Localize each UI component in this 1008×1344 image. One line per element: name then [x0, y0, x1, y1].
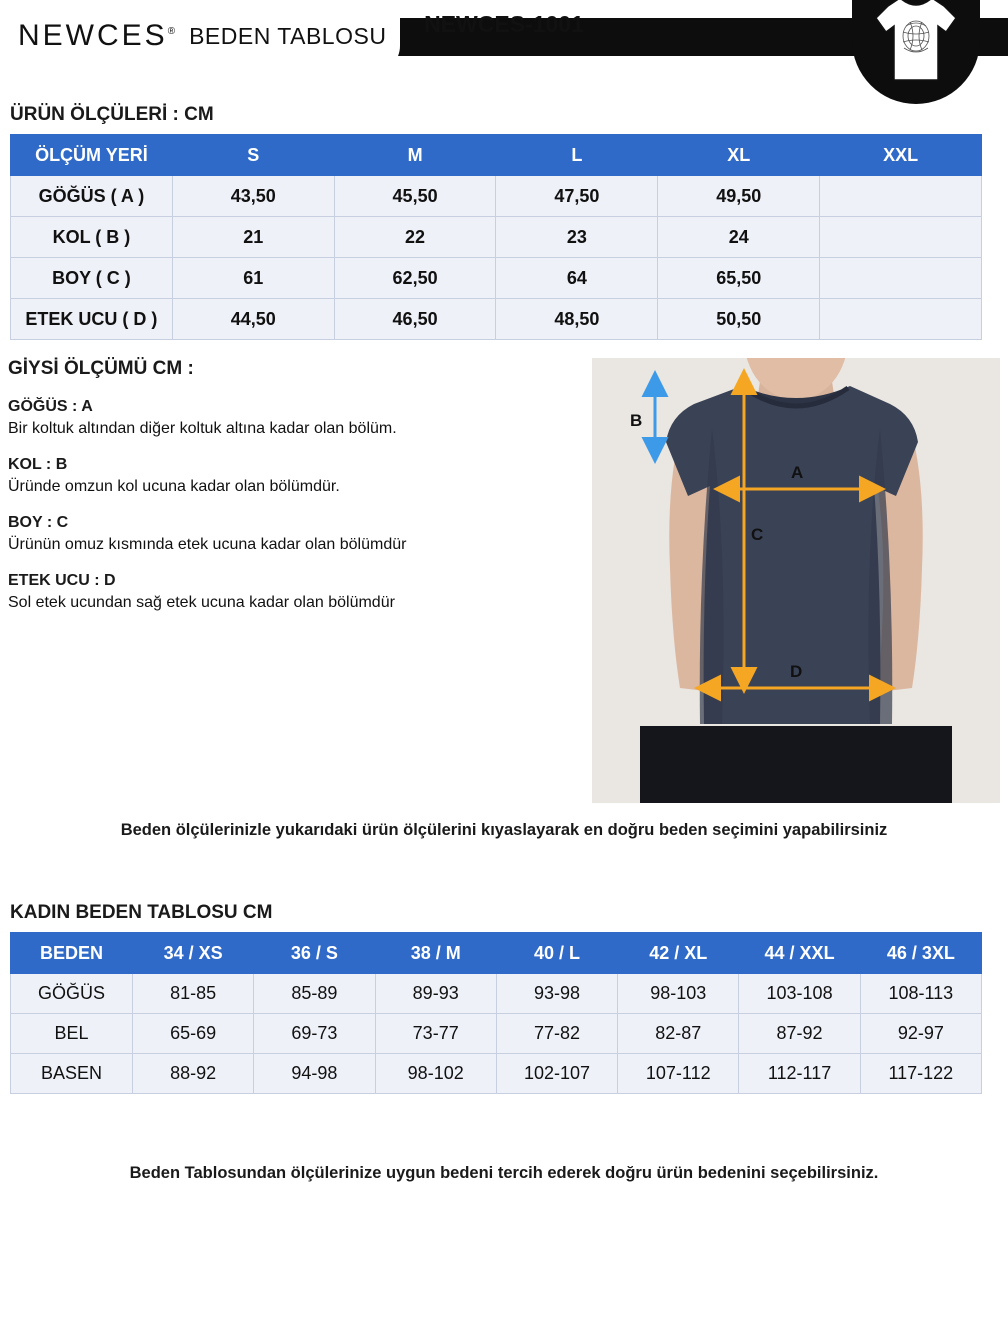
women-size-table — [10, 932, 982, 1094]
cell-etek-m: 46,50 — [334, 299, 496, 340]
brand-logo-text: NEWCES® — [18, 19, 176, 52]
table-row — [11, 1014, 982, 1054]
cell-bel-42: 82-87 — [618, 1014, 739, 1054]
cell-basen-44: 112-117 — [739, 1054, 860, 1094]
cell-gogus-36: 85-89 — [254, 974, 375, 1014]
cell-gogus-42: 98-103 — [618, 974, 739, 1014]
col-header-measure-point: ÖLÇÜM YERİ — [11, 135, 173, 176]
guide-term-etek-ucu: ETEK UCU : D — [8, 572, 116, 589]
cell-gogus-xl: 49,50 — [658, 176, 820, 217]
row-label-bel: BEL — [11, 1014, 133, 1054]
cell-gogus-46: 108-113 — [860, 974, 981, 1014]
measurement-guide-text — [8, 358, 588, 630]
cell-boy-m: 62,50 — [334, 258, 496, 299]
col-header-beden: BEDEN — [11, 933, 133, 974]
cell-kol-xxl — [820, 217, 982, 258]
model-photo-illustration — [592, 358, 1000, 803]
col-header-40-l: 40 / L — [496, 933, 617, 974]
cell-etek-l: 48,50 — [496, 299, 658, 340]
registered-mark: ® — [167, 26, 176, 37]
col-header-38-m: 38 / M — [375, 933, 496, 974]
cell-basen-38: 98-102 — [375, 1054, 496, 1094]
guide-desc-etek-ucu: Sol etek ucundan sağ etek ucuna kadar olan bölümdür — [8, 594, 395, 611]
cell-kol-l: 23 — [496, 217, 658, 258]
guide-term-gogus: GÖĞÜS : A — [8, 398, 93, 415]
col-header-s: S — [172, 135, 334, 176]
photo-label-c: C — [751, 525, 764, 544]
tshirt-icon — [870, 0, 962, 88]
cell-kol-xl: 24 — [658, 217, 820, 258]
cell-gogus-34: 81-85 — [133, 974, 254, 1014]
product-code: NEWCES-1001 — [424, 11, 584, 37]
row-label-gogus: GÖĞÜS — [11, 974, 133, 1014]
cell-bel-38: 73-77 — [375, 1014, 496, 1054]
cell-gogus-38: 89-93 — [375, 974, 496, 1014]
table-row — [11, 258, 982, 299]
cell-etek-xxl — [820, 299, 982, 340]
photo-label-d: D — [790, 662, 803, 681]
guide-term-boy: BOY : C — [8, 514, 69, 531]
cell-basen-34: 88-92 — [133, 1054, 254, 1094]
page-header — [0, 0, 1008, 92]
cell-kol-m: 22 — [334, 217, 496, 258]
measurement-guide-title: GİYSİ ÖLÇÜMÜ CM : — [8, 358, 194, 379]
cell-basen-42: 107-112 — [618, 1054, 739, 1094]
measurement-guide-section — [0, 358, 1008, 813]
cell-boy-xl: 65,50 — [658, 258, 820, 299]
cell-basen-36: 94-98 — [254, 1054, 375, 1094]
col-header-xxl: XXL — [820, 135, 982, 176]
product-table-title: ÜRÜN ÖLÇÜLERİ : CM — [10, 104, 214, 125]
guide-desc-kol: Üründe omzun kol ucuna kadar olan bölümdür. — [8, 478, 340, 495]
cell-boy-l: 64 — [496, 258, 658, 299]
guide-desc-gogus: Bir koltuk altından diğer koltuk altına kadar olan bölüm. — [8, 420, 397, 437]
table-row — [11, 217, 982, 258]
cell-bel-44: 87-92 — [739, 1014, 860, 1054]
col-header-xl: XL — [658, 135, 820, 176]
cell-gogus-m: 45,50 — [334, 176, 496, 217]
guide-term-kol: KOL : B — [8, 456, 68, 473]
col-header-34-xs: 34 / XS — [133, 933, 254, 974]
cell-etek-xl: 50,50 — [658, 299, 820, 340]
cell-bel-34: 65-69 — [133, 1014, 254, 1054]
col-header-46-3xl: 46 / 3XL — [860, 933, 981, 974]
photo-label-b: B — [630, 411, 643, 430]
col-header-36-s: 36 / S — [254, 933, 375, 974]
cell-boy-s: 61 — [172, 258, 334, 299]
cell-etek-s: 44,50 — [172, 299, 334, 340]
product-measurement-table — [10, 134, 982, 340]
row-label-gogus: GÖĞÜS ( A ) — [11, 176, 173, 217]
table-row — [11, 176, 982, 217]
model-photo — [592, 358, 1000, 803]
note-bottom: Beden Tablosundan ölçülerinize uygun bedeni tercih ederek doğru ürün bedenini seçebilirsiniz. — [129, 1164, 879, 1182]
cell-basen-40: 102-107 — [496, 1054, 617, 1094]
tshirt-badge — [852, 0, 980, 104]
row-label-etek-ucu: ETEK UCU ( D ) — [11, 299, 173, 340]
table-row — [11, 974, 982, 1014]
cell-gogus-s: 43,50 — [172, 176, 334, 217]
row-label-boy: BOY ( C ) — [11, 258, 173, 299]
table-header-row — [11, 933, 982, 974]
women-table-title: KADIN BEDEN TABLOSU CM — [10, 902, 273, 923]
table-header-row — [11, 135, 982, 176]
cell-gogus-40: 93-98 — [496, 974, 617, 1014]
table-row — [11, 299, 982, 340]
cell-boy-xxl — [820, 258, 982, 299]
cell-bel-40: 77-82 — [496, 1014, 617, 1054]
col-header-44-xxl: 44 / XXL — [739, 933, 860, 974]
logo-subtitle: BEDEN TABLOSU — [189, 22, 387, 49]
note-top: Beden ölçülerinizle yukarıdaki ürün ölçülerini kıyaslayarak en doğru beden seçimini yapabilirsiniz — [120, 821, 888, 839]
cell-gogus-l: 47,50 — [496, 176, 658, 217]
cell-gogus-44: 103-108 — [739, 974, 860, 1014]
cell-bel-36: 69-73 — [254, 1014, 375, 1054]
photo-label-a: A — [791, 463, 804, 482]
cell-gogus-xxl — [820, 176, 982, 217]
col-header-42-xl: 42 / XL — [618, 933, 739, 974]
guide-desc-boy: Ürünün omuz kısmında etek ucuna kadar olan bölümdür — [8, 536, 407, 553]
cell-bel-46: 92-97 — [860, 1014, 981, 1054]
cell-basen-46: 117-122 — [860, 1054, 981, 1094]
table-row — [11, 1054, 982, 1094]
brand-logo-plate — [0, 0, 400, 72]
col-header-l: L — [496, 135, 658, 176]
cell-kol-s: 21 — [172, 217, 334, 258]
row-label-basen: BASEN — [11, 1054, 133, 1094]
col-header-m: M — [334, 135, 496, 176]
row-label-kol: KOL ( B ) — [11, 217, 173, 258]
